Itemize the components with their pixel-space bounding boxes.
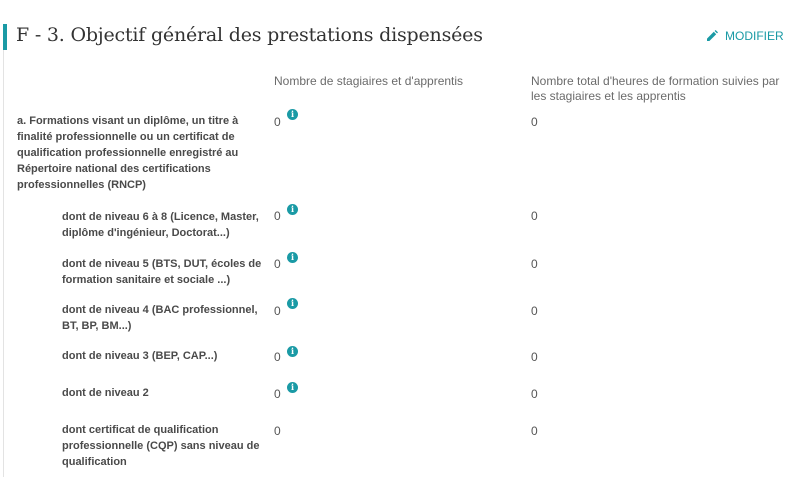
hours-value: 0 [531,257,538,271]
modify-label: MODIFIER [725,29,784,43]
hours-value: 0 [531,350,538,364]
trainees-value: 0 [274,424,281,438]
info-icon[interactable]: i [287,298,298,309]
modify-button[interactable] [706,29,784,43]
trainees-value: 0 [274,350,281,364]
hours-value: 0 [531,209,538,223]
row-label-level-2: dont de niveau 2 [62,387,149,399]
hours-value: 0 [531,115,538,129]
info-icon[interactable]: i [287,252,298,263]
row-label-level-5: dont de niveau 5 (BTS, DUT, écoles de formation sanitaire et sociale ...) [62,258,262,286]
section-accent-bar [3,24,7,50]
trainees-value: 0 [274,387,281,401]
info-icon[interactable]: i [287,346,298,357]
trainees-value: 0 [274,304,281,318]
row-label-level-3: dont de niveau 3 (BEP, CAP...) [62,350,218,362]
pencil-icon [706,30,718,42]
row-label-cqp: dont certificat de qualification professionnelle (CQP) sans niveau de qualification [62,424,260,468]
column-header-hours: Nombre total d'heures de formation suivies par les stagiaires et les apprentis [531,74,780,103]
row-label-rncp: a. Formations visant un diplôme, un titre à finalité professionnelle ou un certificat de qualification professionnelle enregistré au Répertoire national des certifications professionnelles (RNCP) [17,115,239,191]
row-label-level-6-8: dont de niveau 6 à 8 (Licence, Master, diplôme d'ingénieur, Doctorat...) [62,211,259,239]
info-icon[interactable]: i [287,204,298,215]
hours-value: 0 [531,424,538,438]
info-icon[interactable]: i [287,109,298,120]
column-header-trainees: Nombre de stagiaires et d'apprentis [274,74,464,88]
info-icon[interactable]: i [287,382,298,393]
trainees-value: 0 [274,115,281,129]
hours-value: 0 [531,304,538,318]
section-left-border [3,50,4,477]
row-label-level-4: dont de niveau 4 (BAC professionnel, BT, BP, BM...) [62,304,258,332]
trainees-value: 0 [274,257,281,271]
section-title: F - 3. Objectif général des prestations dispensées [16,24,483,46]
trainees-value: 0 [274,209,281,223]
hours-value: 0 [531,387,538,401]
